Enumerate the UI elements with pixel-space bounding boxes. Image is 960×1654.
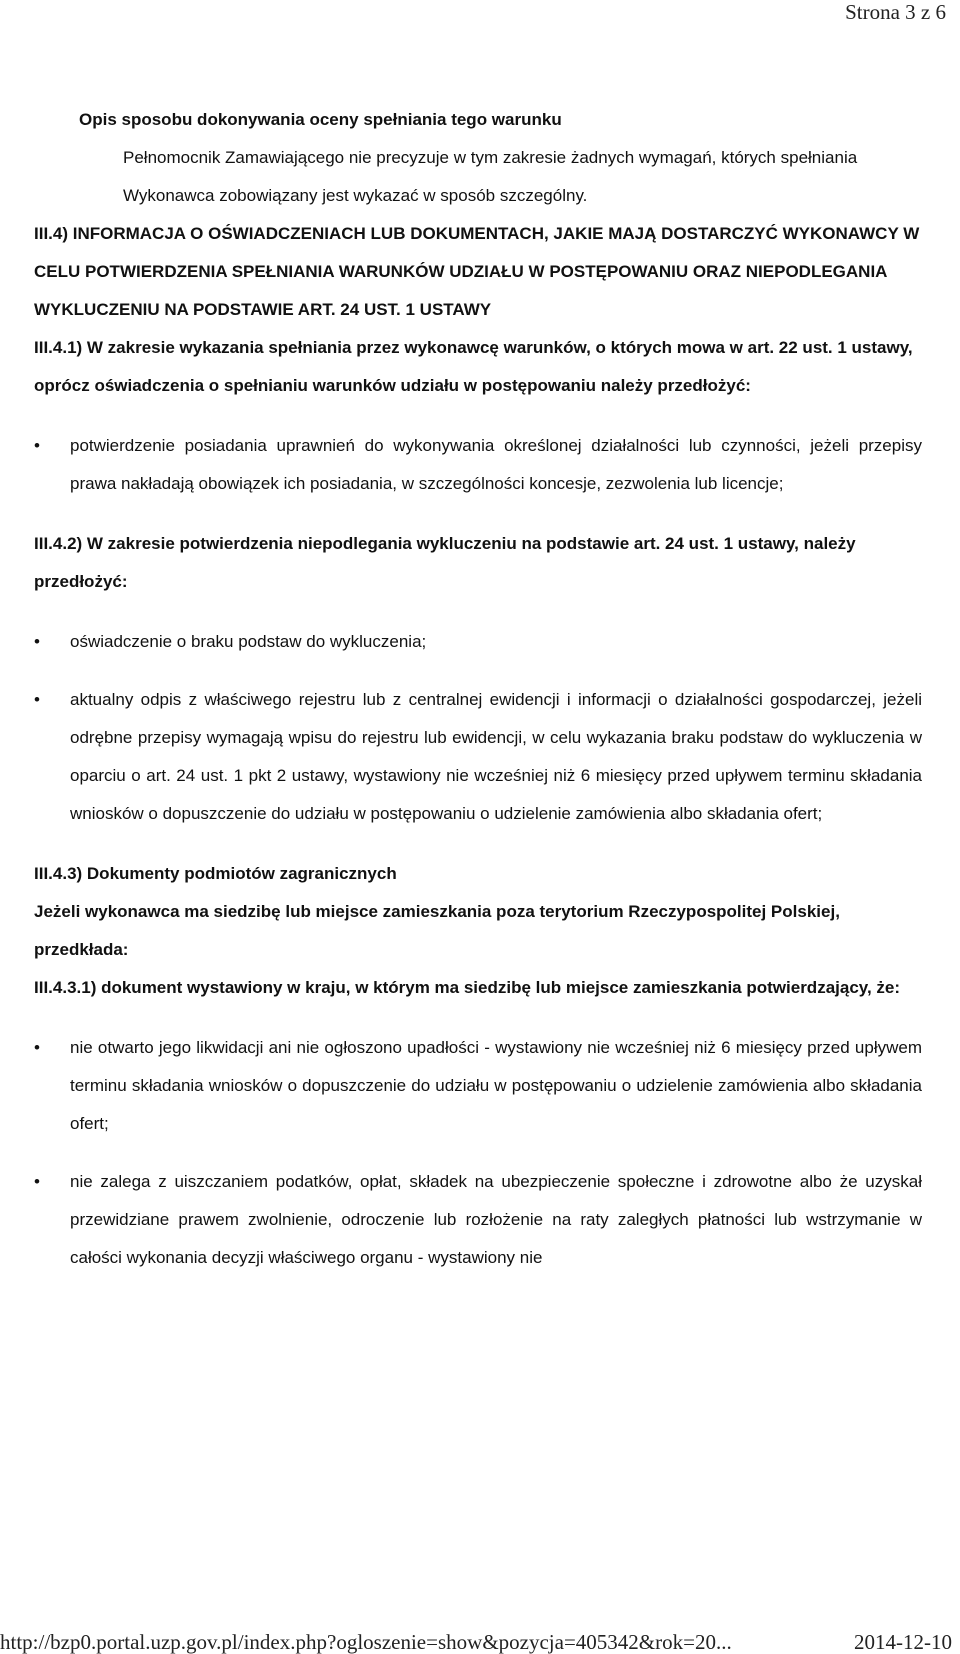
footer-date: 2014-12-10 [854,1630,952,1654]
opis-text: Pełnomocnik Zamawiającego nie precyzuje w tym zakresie żadnych wymagań, których spełniania Wykonawca zobowiązany jest wykazać w sposób szczególny. [123,148,858,205]
list-item: • aktualny odpis z właściwego rejestru lub z centralnej ewidencji i informacji o działalności gospodarczej, jeżeli odrębne przepisy wymagają wpisu do rejestru lub ewidencji, w celu wykazania braku podstaw do wykluczenia w oparciu o art. 24 ust. 1 pkt 2 ustawy, wystawiony nie wcześniej niż 6 miesięcy przed upływem terminu składania wniosków o dopuszczenie do udziału w postępowaniu o udzielenie zamówienia albo składania ofert; [34,681,922,833]
list-item: • potwierdzenie posiadania uprawnień do wykonywania określonej działalności lub czynności, jeżeli przepisy prawa nakładają obowiązek ich posiadania, w szczególności koncesje, zezwolenia lub licencje; [34,427,922,503]
section-iii41-list [34,427,922,503]
list-item: • nie otwarto jego likwidacji ani nie ogłoszono upadłości - wystawiony nie wcześniej niż 6 miesięcy przed upływem terminu składania wniosków o dopuszczenie do udziału w postępowaniu o udzielenie zamówienia albo składania ofert; [34,1029,922,1143]
list-item: • oświadczenie o braku podstaw do wykluczenia; [34,623,922,661]
document-body [34,101,922,1277]
bullet-icon: • [34,632,40,651]
bullet-icon: • [34,436,40,455]
section-iii41-heading: III.4.1) W zakresie wykazania spełniania przez wykonawcę warunków, o których mowa w art. 22 ust. 1 ustawy, oprócz oświadczenia o spełnianiu warunków udziału w postępowaniu należy przedłożyć: [34,338,913,395]
opis-heading: Opis sposobu dokonywania oceny spełniania tego warunku [79,110,562,129]
section-iii42-list [34,623,922,833]
bullet-icon: • [34,690,40,709]
section-iii43-subheading: Jeżeli wykonawca ma siedzibę lub miejsce zamieszkania poza terytorium Rzeczypospolitej Polskiej, przedkłada: [34,902,840,959]
section-iii431-list [34,1029,922,1277]
bullet-icon: • [34,1038,40,1057]
footer-url: http://bzp0.portal.uzp.gov.pl/index.php?ogloszenie=show&pozycja=405342&rok=20... [0,1630,732,1654]
section-iii431-heading: III.4.3.1) dokument wystawiony w kraju, w którym ma siedzibę lub miejsce zamieszkania potwierdzający, że: [34,978,901,997]
section-iii43-heading: III.4.3) Dokumenty podmiotów zagranicznych [34,864,397,883]
list-item: • nie zalega z uiszczaniem podatków, opłat, składek na ubezpieczenie społeczne i zdrowotne albo że uzyskał przewidziane prawem zwolnienie, odroczenie lub rozłożenie na raty zaległych płatności lub wstrzymanie w całości wykonania decyzji właściwego organu - wystawiony nie [34,1163,922,1277]
section-iii42-heading: III.4.2) W zakresie potwierdzenia niepodlegania wykluczeniu na podstawie art. 24 ust. 1 ustawy, należy przedłożyć: [34,534,856,591]
section-iii4-heading: III.4) INFORMACJA O OŚWIADCZENIACH LUB DOKUMENTACH, JAKIE MAJĄ DOSTARCZYĆ WYKONAWCY W CELU POTWIERDZENIA SPEŁNIANIA WARUNKÓW UDZIAŁU W POSTĘPOWANIU ORAZ NIEPODLEGANIA WYKLUCZENIU NA PODSTAWIE ART. 24 UST. 1 USTAWY [34,224,920,319]
page-number: Strona 3 z 6 [845,0,946,24]
bullet-icon: • [34,1172,40,1191]
